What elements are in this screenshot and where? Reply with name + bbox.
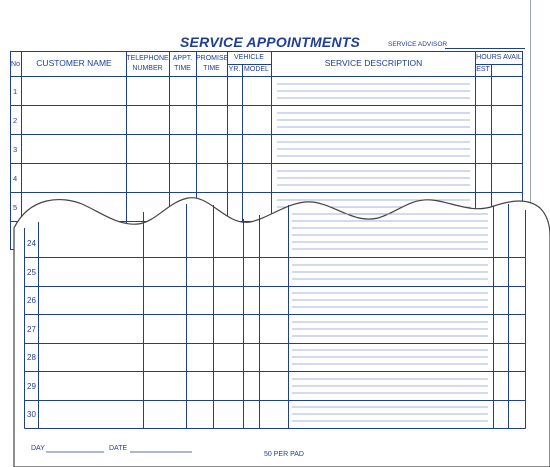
form-title: SERVICE APPOINTMENTS: [180, 34, 361, 50]
col-appt-header-2: TIME: [174, 65, 191, 72]
day-label: DAY: [31, 445, 45, 452]
service-advisor-label: SERVICE ADVISOR: [388, 41, 448, 48]
row-number: 28: [27, 353, 36, 362]
col-hours-avail-header: HOURS AVAIL: [476, 54, 522, 61]
row-number: 5: [13, 203, 18, 212]
row-number: 4: [13, 174, 18, 183]
col-appt-header-1: APPT.: [172, 55, 193, 62]
col-telephone-header-2: NUMBER: [132, 65, 163, 72]
row-number: 2: [13, 116, 18, 125]
row-number: 26: [27, 296, 36, 305]
date-label: DATE: [109, 445, 128, 452]
col-no-header: No: [11, 61, 20, 68]
row-number: 1: [13, 87, 18, 96]
col-service-description-header: SERVICE DESCRIPTION: [324, 58, 423, 68]
col-model-header: MODEL: [244, 66, 269, 73]
row-number: 27: [27, 325, 36, 334]
row-number: 25: [27, 268, 36, 277]
row-number: 29: [27, 382, 36, 391]
col-promise-header-1: PROMISE: [196, 55, 229, 62]
col-telephone-header-1: TELEPHONE: [126, 55, 169, 62]
col-yr-header: YR.: [228, 66, 241, 73]
col-promise-header-2: TIME: [203, 65, 220, 72]
col-est-header: EST: [476, 66, 490, 73]
row-number: 24: [27, 239, 36, 248]
col-customer-name-header: CUSTOMER NAME: [36, 58, 112, 68]
row-number: 30: [27, 410, 36, 419]
row-number: 3: [13, 145, 18, 154]
pad-note: 50 PER PAD: [264, 451, 304, 458]
col-vehicle-header: VEHICLE: [234, 54, 264, 61]
